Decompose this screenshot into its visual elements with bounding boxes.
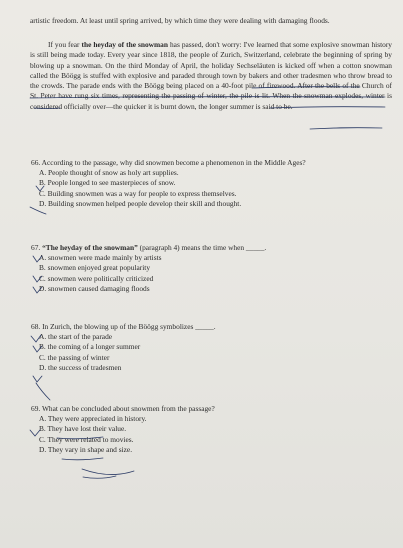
question-66: [31, 158, 393, 209]
option-c: C. snowmen were politically criticized: [39, 273, 154, 283]
option-d: D. the success of tradesmen: [39, 362, 122, 372]
option-c: C. They were related to movies.: [39, 434, 134, 444]
option-b: B. They have lost their value.: [39, 424, 127, 434]
question-67: [31, 243, 393, 294]
underline-mark: [310, 128, 382, 129]
question-68: [31, 322, 393, 373]
passage-paragraph-3-end: artistic freedom. At least until spring arrived, by which time they were dealing with damaging floods.: [30, 16, 330, 25]
p4-lead: If you fear: [48, 40, 82, 49]
option-b: B. snowmen enjoyed great popularity: [39, 263, 151, 273]
option-b: B. People longed to see masterpieces of snow.: [39, 178, 176, 188]
question-stem: 69. What can be concluded about snowmen from the passage?: [31, 404, 215, 413]
option-a: A. They were appreciated in history.: [39, 414, 147, 424]
option-a: A. the start of the parade: [39, 332, 113, 342]
option-d: D. They vary in shape and size.: [39, 444, 133, 454]
check-mark: [33, 376, 42, 382]
question-69: [31, 404, 393, 455]
underline-mark: [83, 476, 116, 478]
option-d: D. snowmen caused damaging floods: [39, 283, 150, 293]
p4-bold-phrase: the heyday of the snowman: [81, 40, 168, 49]
option-c: C. Building snowmen was a way for people to express themselves.: [39, 188, 237, 198]
option-a: A. snowmen were made mainly by artists: [39, 253, 162, 263]
question-stem: 68. In Zurich, the blowing up of the Böögg symbolizes _____.: [31, 322, 216, 331]
passage-paragraph-4: [30, 40, 392, 112]
stray-stroke: [36, 383, 50, 400]
option-a: A. People thought of snow as holy art supplies.: [39, 168, 179, 178]
question-stem: [31, 243, 393, 253]
question-stem-rest: (paragraph 4) means the time when _____.: [137, 243, 267, 252]
option-b: B. the coming of a longer summer: [39, 342, 141, 352]
option-c: C. the passing of winter: [39, 352, 110, 362]
p4-body: has passed, don't worry: I've learned that some explosive snowman history is still being made today. Every year since 1818, the people of Zurich, Switzerland, celebrate the beginning of spring by blowing up a snowman. On the third Monday of April, the holiday Sechseläuten is kicked off when a cotton snowman called the Böögg is stuffed with explosive and paraded through town by bakers and other tradesmen who throw bread to the crowds. The parade ends with the Böögg being placed on a 40-foot pile of firewood. After the bells of the Church of St. Peter have rung six times, representing the passing of winter, the pile is lit. When the snowman explodes, winter is considered officially over—the quicker it is burnt down, the longer summer is said to be.: [30, 40, 392, 111]
question-number: 67.: [31, 243, 43, 252]
option-d: D. Building snowmen helped people develop their skill and thought.: [39, 198, 242, 208]
question-stem: 66. According to the passage, why did snowmen become a phenomenon in the Middle Ages?: [31, 158, 306, 167]
underline-mark: [62, 458, 103, 460]
question-quote: “The heyday of the snowman”: [42, 243, 138, 252]
underline-mark: [82, 469, 134, 475]
